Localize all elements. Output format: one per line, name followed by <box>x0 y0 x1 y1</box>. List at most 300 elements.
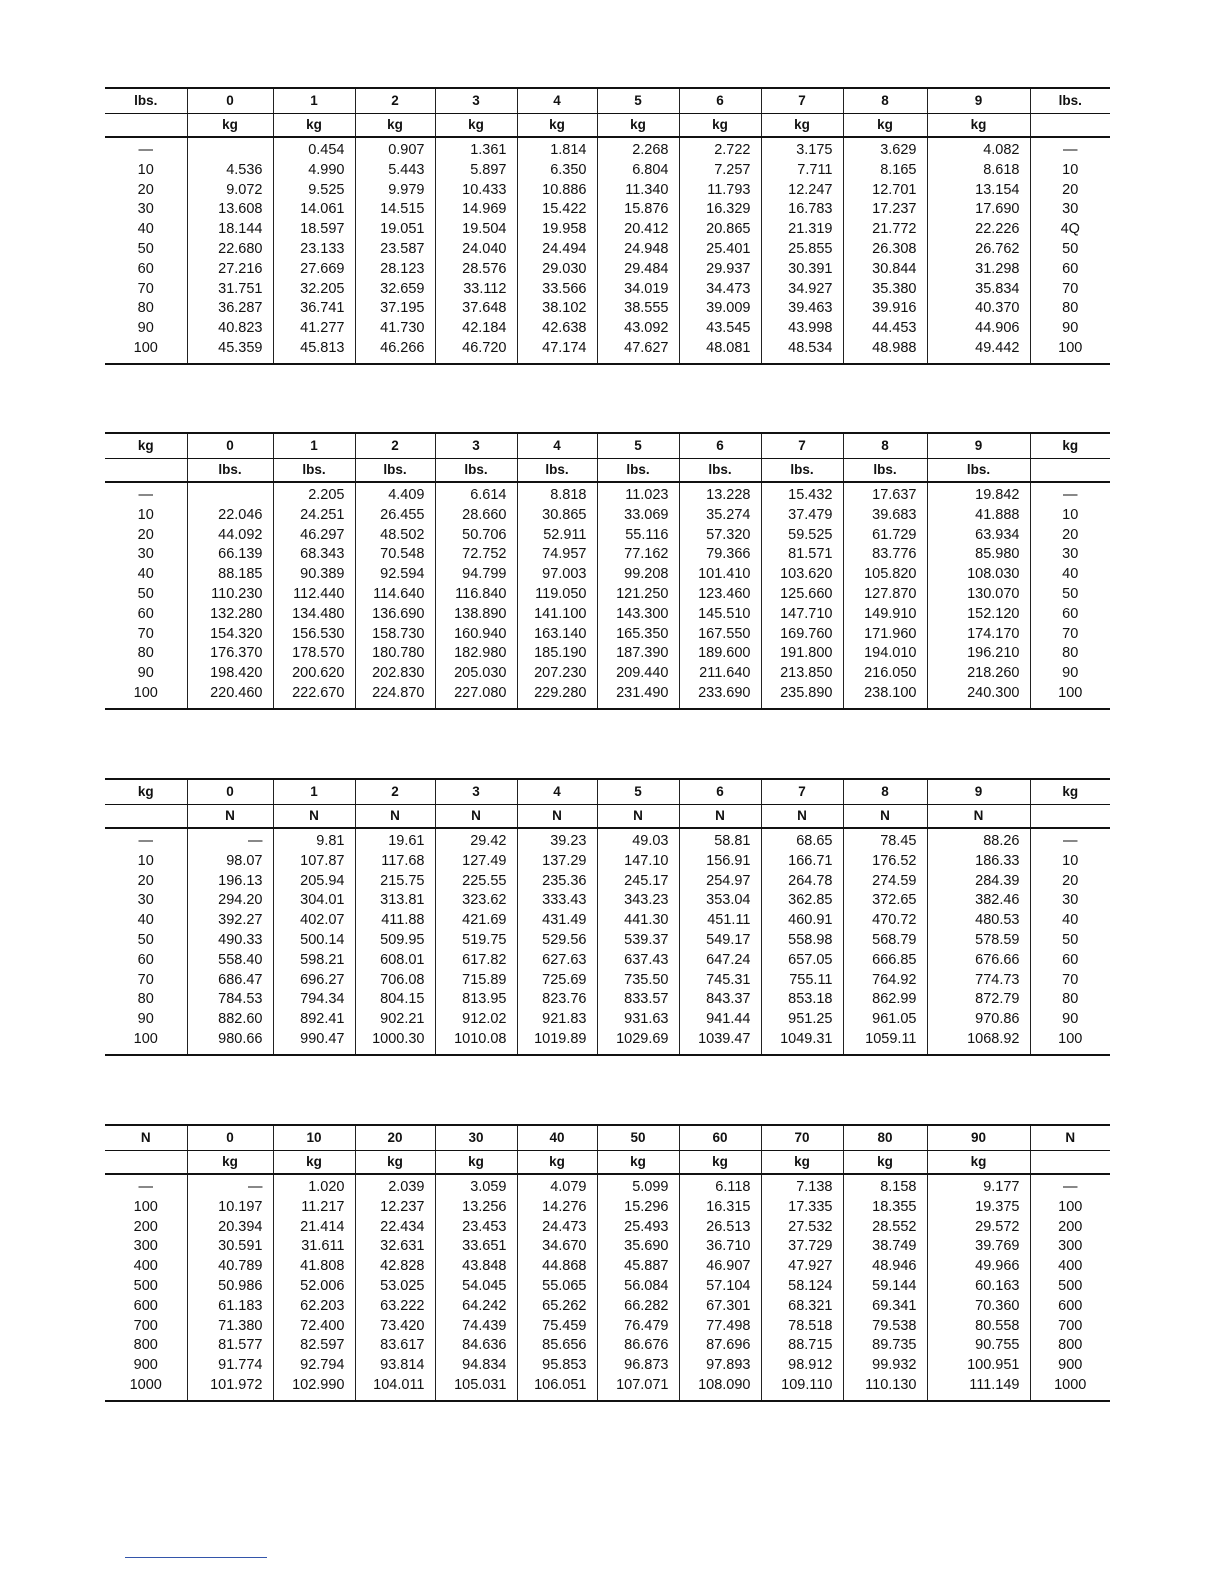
value-cell: 22.680 <box>187 240 273 260</box>
column-header: 0 <box>187 88 273 114</box>
value-cell: 156.530 <box>273 625 355 645</box>
value-cell: 11.217 <box>273 1198 355 1218</box>
value-cell: 6.350 <box>517 161 597 181</box>
value-cell: 333.43 <box>517 891 597 911</box>
value-cell: 231.490 <box>597 684 679 709</box>
column-header: 4 <box>517 88 597 114</box>
value-cell <box>187 137 273 161</box>
value-cell: 110.230 <box>187 585 273 605</box>
value-cell: 23.587 <box>355 240 435 260</box>
value-cell: 794.34 <box>273 990 355 1010</box>
value-cell: 75.459 <box>517 1317 597 1337</box>
value-cell: — <box>187 828 273 852</box>
value-cell: 8.818 <box>517 482 597 506</box>
value-cell: 74.957 <box>517 545 597 565</box>
row-label-right: 100 <box>1030 1030 1110 1055</box>
row-unit-header: kg <box>105 779 187 805</box>
value-cell: 78.518 <box>761 1317 843 1337</box>
value-cell: 32.631 <box>355 1237 435 1257</box>
value-cell: 83.776 <box>843 545 927 565</box>
row-label-right: 10 <box>1030 852 1110 872</box>
value-cell: 68.343 <box>273 545 355 565</box>
value-cell: 95.853 <box>517 1356 597 1376</box>
column-header: 9 <box>927 88 1030 114</box>
value-cell: 57.320 <box>679 526 761 546</box>
row-label-right: 50 <box>1030 585 1110 605</box>
unit-header: kg <box>843 1151 927 1175</box>
table-row <box>105 137 1110 161</box>
blank-header-cell <box>1030 805 1110 829</box>
value-cell: 22.434 <box>355 1218 435 1238</box>
row-label: — <box>138 142 153 158</box>
value-cell: 70.548 <box>355 545 435 565</box>
value-cell: 94.834 <box>435 1356 517 1376</box>
unit-header: lbs. <box>355 459 435 483</box>
value-cell: 9.81 <box>273 828 355 852</box>
value-cell: 108.090 <box>679 1376 761 1401</box>
value-cell: 5.443 <box>355 161 435 181</box>
value-cell: 37.479 <box>761 506 843 526</box>
row-label-right: — <box>1030 828 1110 852</box>
unit-header: lbs. <box>187 459 273 483</box>
row-label: 80 <box>137 645 154 662</box>
value-cell: 60.163 <box>927 1277 1030 1297</box>
row-label-right: 70 <box>1030 280 1110 300</box>
value-cell: 48.988 <box>843 339 927 364</box>
value-cell: 180.780 <box>355 644 435 664</box>
row-label-right: 20 <box>1030 526 1110 546</box>
value-cell: 872.79 <box>927 990 1030 1010</box>
value-cell: 93.814 <box>355 1356 435 1376</box>
lbs-to-kg-table <box>105 87 1110 365</box>
value-cell: 36.710 <box>679 1237 761 1257</box>
table-row <box>105 1218 1110 1238</box>
value-cell: 99.932 <box>843 1356 927 1376</box>
value-cell: 745.31 <box>679 971 761 991</box>
table-row <box>105 161 1110 181</box>
unit-header: lbs. <box>761 459 843 483</box>
value-cell: 402.07 <box>273 911 355 931</box>
value-cell: 39.463 <box>761 299 843 319</box>
value-cell: 65.262 <box>517 1297 597 1317</box>
row-label: — <box>138 487 153 503</box>
value-cell: 92.594 <box>355 565 435 585</box>
value-cell: 176.52 <box>843 852 927 872</box>
row-label: 100 <box>105 1030 187 1055</box>
column-header: 40 <box>517 1125 597 1151</box>
value-cell: 119.050 <box>517 585 597 605</box>
value-cell: 34.473 <box>679 280 761 300</box>
value-cell: 224.870 <box>355 684 435 709</box>
value-cell: 529.56 <box>517 931 597 951</box>
row-label-right: 50 <box>1030 931 1110 951</box>
table-row <box>105 664 1110 684</box>
value-cell: 235.36 <box>517 872 597 892</box>
column-header: 6 <box>679 433 761 459</box>
value-cell: 725.69 <box>517 971 597 991</box>
value-cell: 63.222 <box>355 1297 435 1317</box>
unit-header: kg <box>679 114 761 138</box>
row-label: 10 <box>137 161 154 178</box>
column-header: 0 <box>187 433 273 459</box>
row-label: — <box>138 833 153 849</box>
value-cell: 31.611 <box>273 1237 355 1257</box>
row-label: 100 <box>105 339 187 364</box>
value-cell: 52.006 <box>273 1277 355 1297</box>
table-row <box>105 1010 1110 1030</box>
value-cell: 55.065 <box>517 1277 597 1297</box>
row-label-right: 40 <box>1030 911 1110 931</box>
value-cell: 147.710 <box>761 605 843 625</box>
value-cell: 205.94 <box>273 872 355 892</box>
value-cell: 980.66 <box>187 1030 273 1055</box>
value-cell: 48.081 <box>679 339 761 364</box>
value-cell: 23.453 <box>435 1218 517 1238</box>
value-cell: 4.079 <box>517 1174 597 1198</box>
value-cell: 163.140 <box>517 625 597 645</box>
value-cell: 215.75 <box>355 872 435 892</box>
value-cell: 149.910 <box>843 605 927 625</box>
column-header: 2 <box>355 779 435 805</box>
table-row <box>105 220 1110 240</box>
value-cell: 198.420 <box>187 664 273 684</box>
value-cell: 33.112 <box>435 280 517 300</box>
value-cell: 9.072 <box>187 181 273 201</box>
value-cell: 79.538 <box>843 1317 927 1337</box>
value-cell: 186.33 <box>927 852 1030 872</box>
value-cell: 87.696 <box>679 1336 761 1356</box>
row-label: 40 <box>137 566 154 583</box>
value-cell: 63.934 <box>927 526 1030 546</box>
unit-header: kg <box>927 1151 1030 1175</box>
table-row <box>105 1277 1110 1297</box>
value-cell: 1029.69 <box>597 1030 679 1055</box>
value-cell: 39.683 <box>843 506 927 526</box>
value-cell: 158.730 <box>355 625 435 645</box>
value-cell: 10.197 <box>187 1198 273 1218</box>
table-row <box>105 852 1110 872</box>
value-cell: 9.177 <box>927 1174 1030 1198</box>
value-cell: 132.280 <box>187 605 273 625</box>
column-header: 0 <box>187 1125 273 1151</box>
row-label-right: 300 <box>1030 1237 1110 1257</box>
value-cell: 42.828 <box>355 1257 435 1277</box>
value-cell: 804.15 <box>355 990 435 1010</box>
unit-header: kg <box>517 114 597 138</box>
value-cell: 11.793 <box>679 181 761 201</box>
value-cell: 13.154 <box>927 181 1030 201</box>
value-cell: 304.01 <box>273 891 355 911</box>
row-label-right: 10 <box>1030 506 1110 526</box>
column-header: 6 <box>679 88 761 114</box>
row-label: 40 <box>137 912 154 929</box>
value-cell: 353.04 <box>679 891 761 911</box>
value-cell: 24.948 <box>597 240 679 260</box>
value-cell: 41.888 <box>927 506 1030 526</box>
value-cell: 17.690 <box>927 200 1030 220</box>
table-row <box>105 200 1110 220</box>
value-cell: 143.300 <box>597 605 679 625</box>
column-header: 5 <box>597 779 679 805</box>
table-row <box>105 971 1110 991</box>
value-cell: 509.95 <box>355 931 435 951</box>
table-row <box>105 951 1110 971</box>
value-cell: 1049.31 <box>761 1030 843 1055</box>
value-cell: 20.412 <box>597 220 679 240</box>
kg-to-newton-table <box>105 778 1110 1056</box>
value-cell: 125.660 <box>761 585 843 605</box>
unit-header: kg <box>435 114 517 138</box>
value-cell: 67.301 <box>679 1297 761 1317</box>
value-cell: 66.139 <box>187 545 273 565</box>
value-cell: 3.629 <box>843 137 927 161</box>
value-cell: 715.89 <box>435 971 517 991</box>
row-label-right: 80 <box>1030 644 1110 664</box>
value-cell: 39.009 <box>679 299 761 319</box>
value-cell: 28.576 <box>435 260 517 280</box>
value-cell: 127.870 <box>843 585 927 605</box>
value-cell: 500.14 <box>273 931 355 951</box>
value-cell: 313.81 <box>355 891 435 911</box>
value-cell: 6.118 <box>679 1174 761 1198</box>
unit-header: kg <box>435 1151 517 1175</box>
row-label: 600 <box>133 1297 158 1314</box>
value-cell: 167.550 <box>679 625 761 645</box>
value-cell: 558.40 <box>187 951 273 971</box>
unit-header: kg <box>679 1151 761 1175</box>
value-cell: 227.080 <box>435 684 517 709</box>
row-unit-header: kg <box>1030 433 1110 459</box>
value-cell: 73.420 <box>355 1317 435 1337</box>
value-cell: 54.045 <box>435 1277 517 1297</box>
unit-header: kg <box>927 114 1030 138</box>
value-cell: 617.82 <box>435 951 517 971</box>
value-cell: 36.741 <box>273 299 355 319</box>
value-cell: 108.030 <box>927 565 1030 585</box>
value-cell: 202.830 <box>355 664 435 684</box>
row-label-right: 4Q <box>1030 220 1110 240</box>
table-row <box>105 545 1110 565</box>
value-cell: 47.927 <box>761 1257 843 1277</box>
value-cell: 80.558 <box>927 1317 1030 1337</box>
column-header: 2 <box>355 433 435 459</box>
table-row <box>105 684 1110 709</box>
value-cell: 21.414 <box>273 1218 355 1238</box>
table-row <box>105 339 1110 364</box>
value-cell: 41.730 <box>355 319 435 339</box>
value-cell: 24.494 <box>517 240 597 260</box>
value-cell: 32.205 <box>273 280 355 300</box>
row-label: 70 <box>137 625 154 642</box>
value-cell: 81.571 <box>761 545 843 565</box>
value-cell: 813.95 <box>435 990 517 1010</box>
value-cell: 44.906 <box>927 319 1030 339</box>
row-unit-header: kg <box>1030 779 1110 805</box>
value-cell: 480.53 <box>927 911 1030 931</box>
value-cell: 99.208 <box>597 565 679 585</box>
value-cell: 961.05 <box>843 1010 927 1030</box>
row-label: 1000 <box>105 1376 187 1401</box>
value-cell: 166.71 <box>761 852 843 872</box>
value-cell: 24.251 <box>273 506 355 526</box>
value-cell: 56.084 <box>597 1277 679 1297</box>
table-row <box>105 644 1110 664</box>
value-cell: 33.651 <box>435 1237 517 1257</box>
value-cell: 36.287 <box>187 299 273 319</box>
value-cell: 47.174 <box>517 339 597 364</box>
row-label-right: 100 <box>1030 339 1110 364</box>
value-cell: 18.597 <box>273 220 355 240</box>
table-row <box>105 585 1110 605</box>
value-cell: 70.360 <box>927 1297 1030 1317</box>
row-label-right: 60 <box>1030 260 1110 280</box>
unit-header: N <box>187 805 273 829</box>
column-header: 70 <box>761 1125 843 1151</box>
value-cell: 233.690 <box>679 684 761 709</box>
value-cell: 44.092 <box>187 526 273 546</box>
value-cell: 784.53 <box>187 990 273 1010</box>
value-cell: 213.850 <box>761 664 843 684</box>
value-cell: 41.277 <box>273 319 355 339</box>
row-unit-header: kg <box>105 433 187 459</box>
value-cell: 16.329 <box>679 200 761 220</box>
row-label-right: 80 <box>1030 990 1110 1010</box>
value-cell: 107.071 <box>597 1376 679 1401</box>
value-cell: 460.91 <box>761 911 843 931</box>
value-cell: 19.958 <box>517 220 597 240</box>
value-cell: 19.375 <box>927 1198 1030 1218</box>
value-cell: 46.907 <box>679 1257 761 1277</box>
value-cell: 107.87 <box>273 852 355 872</box>
value-cell: 178.570 <box>273 644 355 664</box>
value-cell: 59.525 <box>761 526 843 546</box>
blank-header-cell <box>105 114 187 138</box>
footnote-rule <box>125 1557 267 1558</box>
row-label-right: 60 <box>1030 605 1110 625</box>
value-cell: 941.44 <box>679 1010 761 1030</box>
column-header: 50 <box>597 1125 679 1151</box>
value-cell: 657.05 <box>761 951 843 971</box>
row-label: 80 <box>137 991 154 1008</box>
value-cell: 951.25 <box>761 1010 843 1030</box>
value-cell: 7.257 <box>679 161 761 181</box>
row-label: 10 <box>137 506 154 523</box>
value-cell: 755.11 <box>761 971 843 991</box>
value-cell: 25.855 <box>761 240 843 260</box>
value-cell: 160.940 <box>435 625 517 645</box>
value-cell: 29.030 <box>517 260 597 280</box>
value-cell: 254.97 <box>679 872 761 892</box>
row-label-right: 70 <box>1030 971 1110 991</box>
row-unit-header: N <box>1030 1125 1110 1151</box>
value-cell: 6.804 <box>597 161 679 181</box>
value-cell: 19.842 <box>927 482 1030 506</box>
value-cell: 13.256 <box>435 1198 517 1218</box>
column-header: 3 <box>435 433 517 459</box>
value-cell: 94.799 <box>435 565 517 585</box>
row-label-right: 200 <box>1030 1218 1110 1238</box>
column-header: 9 <box>927 779 1030 805</box>
value-cell: 112.440 <box>273 585 355 605</box>
row-label-right: 10 <box>1030 161 1110 181</box>
value-cell: 42.184 <box>435 319 517 339</box>
value-cell: 5.897 <box>435 161 517 181</box>
unit-header: lbs. <box>435 459 517 483</box>
value-cell: 17.335 <box>761 1198 843 1218</box>
value-cell: 15.422 <box>517 200 597 220</box>
unit-header: lbs. <box>843 459 927 483</box>
value-cell: 222.670 <box>273 684 355 709</box>
value-cell: 97.893 <box>679 1356 761 1376</box>
value-cell: 61.729 <box>843 526 927 546</box>
value-cell: 3.175 <box>761 137 843 161</box>
value-cell: 52.911 <box>517 526 597 546</box>
value-cell: 17.237 <box>843 200 927 220</box>
row-label-right: 60 <box>1030 951 1110 971</box>
value-cell: 362.85 <box>761 891 843 911</box>
value-cell: 187.390 <box>597 644 679 664</box>
value-cell: 69.341 <box>843 1297 927 1317</box>
value-cell: 11.340 <box>597 181 679 201</box>
value-cell: 98.07 <box>187 852 273 872</box>
value-cell: 451.11 <box>679 911 761 931</box>
value-cell: 105.031 <box>435 1376 517 1401</box>
unit-header: N <box>273 805 355 829</box>
value-cell: 15.296 <box>597 1198 679 1218</box>
value-cell: 39.769 <box>927 1237 1030 1257</box>
value-cell: 0.454 <box>273 137 355 161</box>
row-label: 60 <box>137 260 154 277</box>
column-header: 8 <box>843 433 927 459</box>
value-cell: 14.515 <box>355 200 435 220</box>
value-cell: 17.637 <box>843 482 927 506</box>
table-row <box>105 280 1110 300</box>
value-cell: 931.63 <box>597 1010 679 1030</box>
value-cell: 79.366 <box>679 545 761 565</box>
value-cell: 11.023 <box>597 482 679 506</box>
unit-header: kg <box>187 114 273 138</box>
column-header: 8 <box>843 88 927 114</box>
value-cell: 31.298 <box>927 260 1030 280</box>
row-label-right: 70 <box>1030 625 1110 645</box>
value-cell: 16.783 <box>761 200 843 220</box>
table-row <box>105 1030 1110 1055</box>
value-cell: 5.099 <box>597 1174 679 1198</box>
table-row <box>105 1198 1110 1218</box>
row-label: 30 <box>137 201 154 218</box>
value-cell: 45.887 <box>597 1257 679 1277</box>
column-header: 60 <box>679 1125 761 1151</box>
row-label-right: 500 <box>1030 1277 1110 1297</box>
blank-header-cell <box>105 1151 187 1175</box>
value-cell: 29.484 <box>597 260 679 280</box>
value-cell: 4.082 <box>927 137 1030 161</box>
value-cell: 392.27 <box>187 911 273 931</box>
value-cell: 294.20 <box>187 891 273 911</box>
table-row <box>105 240 1110 260</box>
value-cell: 18.144 <box>187 220 273 240</box>
value-cell: 137.29 <box>517 852 597 872</box>
value-cell: 58.81 <box>679 828 761 852</box>
value-cell: 182.980 <box>435 644 517 664</box>
value-cell: 78.45 <box>843 828 927 852</box>
value-cell: 1.361 <box>435 137 517 161</box>
value-cell: 823.76 <box>517 990 597 1010</box>
value-cell: 647.24 <box>679 951 761 971</box>
value-cell: 194.010 <box>843 644 927 664</box>
value-cell: 26.455 <box>355 506 435 526</box>
value-cell: 8.158 <box>843 1174 927 1198</box>
